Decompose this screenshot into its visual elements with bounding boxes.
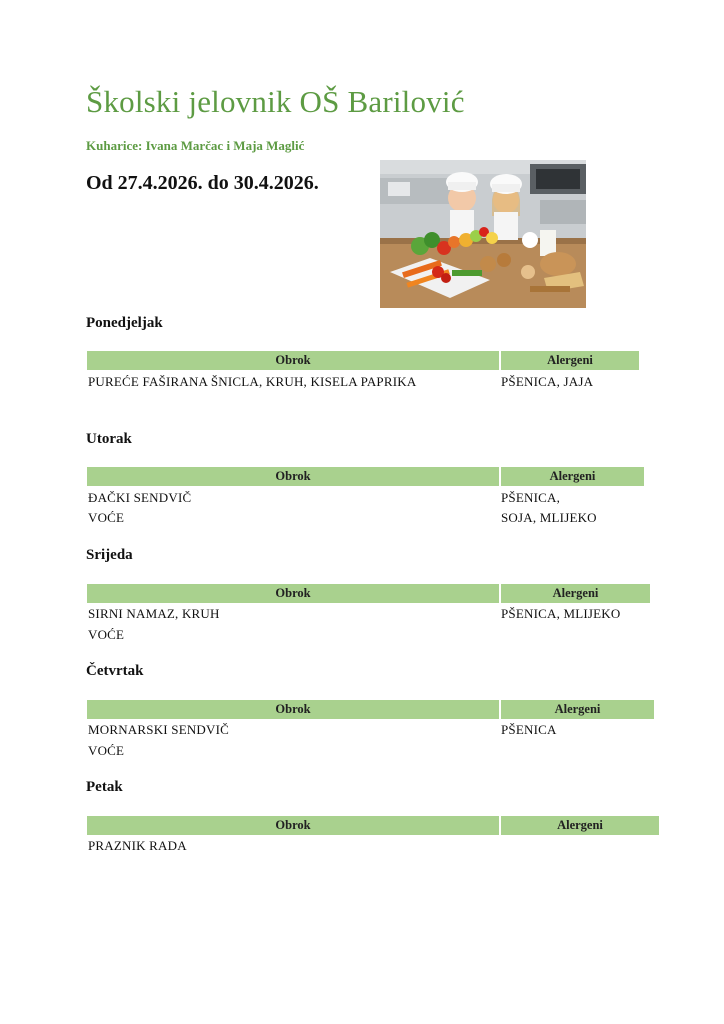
meal-cell: PRAZNIK RADA — [88, 838, 187, 853]
day-heading-petak: Petak — [86, 779, 123, 795]
kids-chefs-food-photo — [380, 160, 586, 308]
day-heading-ponedjeljak: Ponedjeljak — [86, 315, 163, 331]
menu-table-header — [87, 700, 654, 719]
day-heading-srijeda: Srijeda — [86, 547, 133, 563]
allergen-cell: PŠENICA, — [501, 490, 561, 505]
cooks-line: Kuharice: Ivana Marčac i Maja Maglić — [86, 138, 305, 153]
meal-cell: VOĆE — [88, 743, 125, 758]
header-meal: Obrok — [275, 353, 311, 367]
menu-table-header — [87, 584, 650, 603]
day-heading-cetvrtak: Četvrtak — [86, 663, 144, 679]
page-title: Školski jelovnik OŠ Barilović — [86, 84, 465, 119]
header-allergens: Alergeni — [557, 818, 603, 832]
header-allergens: Alergeni — [554, 702, 601, 716]
header-meal: Obrok — [275, 586, 311, 600]
meal-cell: SIRNI NAMAZ, KRUH — [88, 606, 220, 621]
allergen-cell: PŠENICA, MLIJEKO — [501, 606, 621, 621]
header-allergens: Alergeni — [552, 586, 599, 600]
header-meal: Obrok — [275, 818, 311, 832]
menu-table-header — [87, 351, 639, 370]
meal-cell: MORNARSKI SENDVIČ — [88, 722, 229, 737]
allergen-cell: PŠENICA — [501, 722, 557, 737]
menu-table-header — [87, 467, 644, 486]
header-meal: Obrok — [275, 469, 311, 483]
header-meal: Obrok — [275, 702, 311, 716]
menu-table-header — [87, 816, 659, 835]
food-photo-illustration — [380, 160, 586, 308]
header-allergens: Alergeni — [547, 353, 593, 367]
allergen-cell: SOJA, MLIJEKO — [501, 510, 597, 525]
header-allergens: Alergeni — [549, 469, 596, 483]
allergen-cell: PŠENICA, JAJA — [501, 374, 594, 389]
day-heading-utorak: Utorak — [86, 431, 132, 447]
meal-cell: ĐAČKI SENDVIČ — [88, 490, 192, 505]
meal-cell: VOĆE — [88, 510, 125, 525]
meal-cell: VOĆE — [88, 627, 125, 642]
meal-cell: PUREĆE FAŠIRANA ŠNICLA, KRUH, KISELA PAPRIKA — [88, 374, 417, 389]
date-range: Od 27.4.2026. do 30.4.2026. — [86, 172, 319, 194]
